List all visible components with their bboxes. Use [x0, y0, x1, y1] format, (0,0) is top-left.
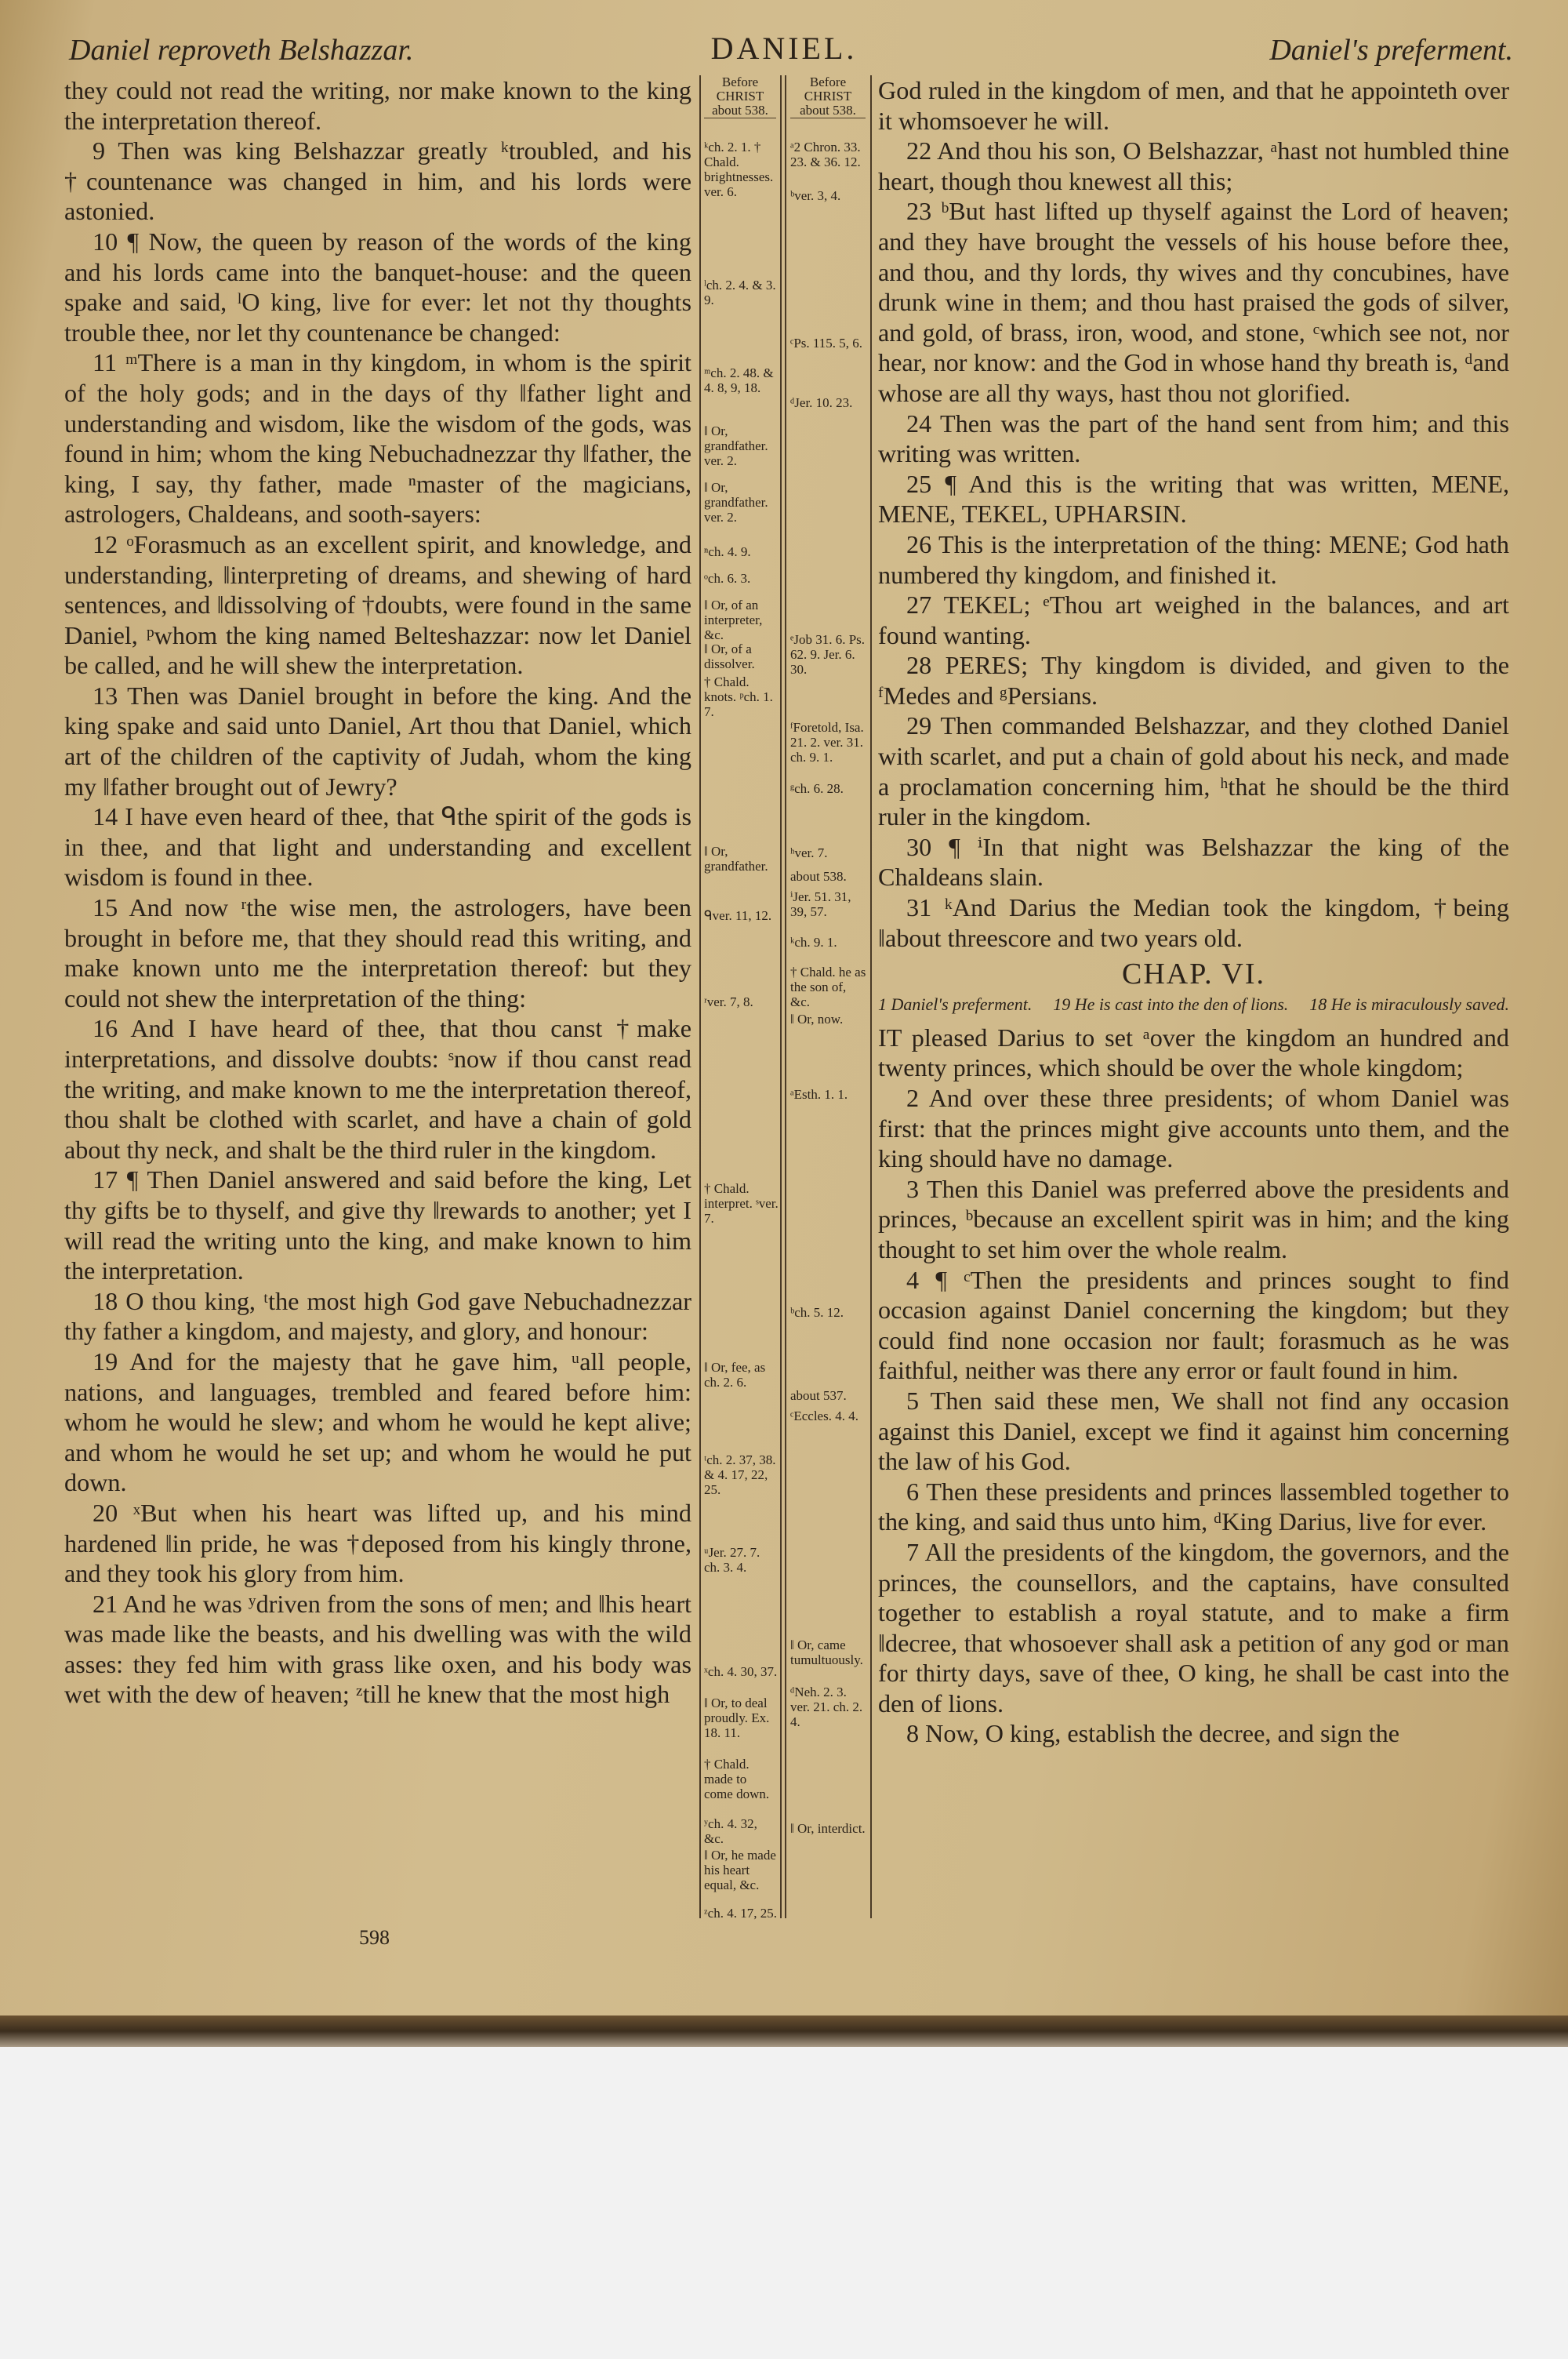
- left-column: [64, 75, 691, 1710]
- summary-item: 1 Daniel's preferment.: [878, 994, 1033, 1014]
- margin-note: ˡch. 2. 4. & 3. 9.: [704, 278, 776, 307]
- verse-continuation: God ruled in the kingdom of men, and that he appointeth over it whomsoever he will.: [878, 76, 1509, 135]
- margin-note: ᵈNeh. 2. 3. ver. 21. ch. 2. 4.: [790, 1685, 863, 1729]
- verse: 25 ¶ And this is the writing that was written, MENE, MENE, TEKEL, UPHARSIN.: [878, 469, 1509, 529]
- margin-heading-left: Before CHRIST about 538.: [704, 75, 776, 118]
- margin-note: ᵗch. 2. 37, 38. & 4. 17, 22, 25.: [704, 1452, 776, 1497]
- margin-note: ‖ Or, grandfather.: [704, 844, 768, 874]
- verse: 11 ᵐThere is a man in thy kingdom, in whom is the spirit of the holy gods; and in the days of thy ‖father light and understanding and wisdom, like the wisdom of the gods, was found in him; whom the king Nebuchadnezzar thy ‖father, the king, I say, thy father, made ⁿmaster of the magicians, astrologers, Chaldeans, and sooth-sayers:: [64, 348, 691, 529]
- margin-note: ᵃ2 Chron. 33. 23. & 36. 12.: [790, 140, 861, 169]
- rule-mid-b: [785, 75, 786, 1918]
- summary-item: 18 He is miraculously saved.: [1309, 994, 1509, 1014]
- margin-note: ᵇver. 3, 4.: [790, 188, 841, 203]
- verse: 8 Now, O king, establish the decree, and sign the: [906, 1719, 1399, 1748]
- verse: 14 I have even heard of thee, that ᑫthe spirit of the gods is in thee, and that light and understanding and excellent wisdom is found in thee.: [64, 802, 691, 892]
- verse: 23 ᵇBut hast lifted up thyself against the Lord of heaven; and they have brought the vessels of his house before thee, and thou, and thy lords, thy wives and thy concubines, have drunk wine in them; and thou hast praised the gods of silver, and gold, of brass, iron, wood, and stone, ᶜwhich see not, nor hear, nor know: and the God in whose hand thy breath is, ᵈand whose are all thy ways, hast thou not glorified.: [878, 197, 1509, 407]
- running-header-right: Daniel's preferment.: [1269, 34, 1513, 67]
- margin-heading-right: Before CHRIST about 538.: [790, 75, 866, 118]
- verse: 13 Then was Daniel brought in before the king. And the king spake and said unto Daniel, Art thou that Daniel, which art of the children of the captivity of Judah, whom the king my ‖father brought out of Jewry?: [64, 681, 691, 801]
- margin-note: ᵏch. 2. 1. † Chald. brightnesses. ver. 6.: [704, 140, 774, 199]
- margin-note: ‖ Or, fee, as ch. 2. 6.: [704, 1360, 766, 1390]
- verse: 19 And for the majesty that he gave him, ᵘall people, nations, and languages, trembled and feared before him: whom he would he slew; and whom he would he kept alive; and whom he would he set up; and whom he would he put down.: [64, 1347, 691, 1497]
- margin-note: about 537.: [790, 1388, 847, 1403]
- summary-item: 19 He is cast into the den of lions.: [1053, 994, 1289, 1014]
- verse: 20 ˣBut when his heart was lifted up, and his mind hardened ‖in pride, he was †deposed from his kingly throne, and they took his glory from him.: [64, 1498, 691, 1588]
- verse: 2 And over these three presidents; of whom Daniel was first: that the princes might give accounts unto them, and the king should have no damage.: [878, 1084, 1509, 1173]
- margin-note: † Chald. made to come down.: [704, 1757, 770, 1801]
- margin-note: ‖ Or, interdict.: [790, 1821, 866, 1836]
- margin-note: ᵘJer. 27. 7. ch. 3. 4.: [704, 1545, 760, 1575]
- margin-note: ᵃEsth. 1. 1.: [790, 1087, 848, 1102]
- page-number: 598: [359, 1926, 390, 1949]
- verse: 10 ¶ Now, the queen by reason of the words of the king and his lords came into the banquet-house: and the queen spake and said, ˡO king, live for ever: let not thy thoughts trouble thee, nor let thy countenance be changed:: [64, 227, 691, 347]
- margin-note: ⁿch. 4. 9.: [704, 544, 751, 559]
- verse-first: IT pleased Darius to set ᵃover the kingdom an hundred and twenty princes, which should be over the whole kingdom;: [878, 1023, 1509, 1082]
- verse: 22 And thou his son, O Belshazzar, ᵃhast not humbled thine heart, though thou knewest all this;: [878, 136, 1509, 195]
- verse: 16 And I have heard of thee, that thou canst †make interpretations, and dissolve doubts: ˢnow if thou canst read the writing, and make known to me the interpretation thereof, thou shalt be clothed with scarlet, and have a chain of gold about thy neck, and shalt be the third ruler in the kingdom.: [64, 1014, 691, 1164]
- verse: 9 Then was king Belshazzar greatly ᵏtroubled, and his †countenance was changed in him, and his lords were astonied.: [64, 136, 691, 226]
- running-header-left: Daniel reproveth Belshazzar.: [69, 34, 414, 67]
- margin-note: ᵉJob 31. 6. Ps. 62. 9. Jer. 6. 30.: [790, 632, 866, 677]
- verse-continuation: they could not read the writing, nor make known to the king the interpretation thereof.: [64, 76, 691, 135]
- margin-note: ‖ Or, to deal proudly. Ex. 18. 11.: [704, 1696, 770, 1740]
- margin-note: † Chald. he as the son of, &c.: [790, 965, 866, 1009]
- margin-note: ᶻch. 4. 17, 25.: [704, 1906, 777, 1921]
- verse: 12 ᵒForasmuch as an excellent spirit, and knowledge, and understanding, ‖interpreting of dreams, and shewing of hard sentences, and ‖dissolving of †doubts, were found in the same Daniel, ᵖwhom the king named Belteshazzar: now let Daniel be called, and he will shew the interpretation.: [64, 529, 691, 680]
- margin-note: ᶠForetold, Isa. 21. 2. ver. 31. ch. 9. 1.: [790, 720, 864, 765]
- verse: 28 PERES; Thy kingdom is divided, and given to the ᶠMedes and ᵍPersians.: [878, 651, 1509, 710]
- verse: 5 Then said these men, We shall not find any occasion against this Daniel, except we find it against him concerning the law of his God.: [878, 1386, 1509, 1476]
- verse: 29 Then commanded Belshazzar, and they clothed Daniel with scarlet, and put a chain of gold about his neck, and made a proclamation concerning him, ʰthat he should be the third ruler in the kingdom.: [878, 711, 1509, 831]
- margin-note: ᵈJer. 10. 23.: [790, 395, 853, 410]
- margin-note: about 538.: [790, 869, 847, 884]
- verse: 21 And he was ʸdriven from the sons of men; and ‖his heart was made like the beasts, and his dwelling was with the wild asses: they fed him with grass like oxen, and his body was wet with the dew of heaven; ᶻtill he knew that the most high: [64, 1589, 691, 1709]
- margin-note: ᑫver. 11, 12.: [704, 908, 772, 923]
- margin-note: ‖ Or, now.: [790, 1012, 844, 1027]
- rule-left: [699, 75, 701, 1918]
- margin-note: ᵒch. 6. 3.: [704, 571, 751, 586]
- verse: 24 Then was the part of the hand sent from him; and this writing was written.: [878, 409, 1509, 468]
- verse: 17 ¶ Then Daniel answered and said before the king, Let thy gifts be to thyself, and give thy ‖rewards to another; yet I will read the writing unto the king, and make known to him the interpretation.: [64, 1165, 691, 1285]
- margin-note: ᵍch. 6. 28.: [790, 781, 844, 796]
- margin-note: ‖ Or, came tumultuously.: [790, 1637, 863, 1667]
- verse: 18 O thou king, ᵗthe most high God gave Nebuchadnezzar thy father a kingdom, and majesty, and glory, and honour:: [64, 1286, 691, 1346]
- verse: 27 TEKEL; ᵉThou art weighed in the balances, and art found wanting.: [878, 591, 1509, 649]
- verse: 3 Then this Daniel was preferred above the presidents and princes, ᵇbecause an excellent spirit was in him; and the king thought to set him over the whole realm.: [878, 1174, 1509, 1263]
- rule-mid-a: [780, 75, 782, 1918]
- margin-note: ‖ Or, of a dissolver.: [704, 642, 755, 671]
- verse: 4 ¶ ᶜThen the presidents and princes sought to find occasion against Daniel concerning the kingdom; but they could find none occasion nor fault; forasmuch as he was faithful, neither was there any error or fault found in him.: [878, 1265, 1509, 1385]
- margin-note: ᵏch. 9. 1.: [790, 935, 837, 950]
- verse: 7 All the presidents of the kingdom, the governors, and the princes, the counsellors, and the captains, have consulted together to establish a royal statute, and to make a firm ‖decree, that whosoever shall ask a petition of any god or man for thirty days, save of thee, O king, he shall be cast into the den of lions.: [878, 1537, 1509, 1717]
- margin-note: ‖ Or, he made his heart equal, &c.: [704, 1848, 776, 1892]
- margin-note: ʰver. 7.: [790, 845, 828, 860]
- margin-note: ʸch. 4. 32, &c.: [704, 1816, 757, 1846]
- verse: 31 ᵏAnd Darius the Median took the kingdom, †being ‖about threescore and two years old.: [878, 893, 1509, 952]
- margin-note: ‖ Or, of an interpreter, &c.: [704, 598, 763, 642]
- margin-note: ⁱJer. 51. 31, 39, 57.: [790, 889, 851, 919]
- margin-note: ᶜEccles. 4. 4.: [790, 1408, 858, 1423]
- margin-note: ‖ Or, grandfather. ver. 2.: [704, 480, 768, 525]
- book-title: DANIEL.: [710, 31, 858, 66]
- page-edge: [0, 2016, 1568, 2047]
- margin-note: † Chald. interpret. ˢver. 7.: [704, 1181, 779, 1226]
- margin-note: ᵇch. 5. 12.: [790, 1305, 844, 1320]
- margin-note: † Chald. knots. ᵖch. 1. 7.: [704, 674, 773, 719]
- margin-note: ᶜPs. 115. 5, 6.: [790, 336, 863, 351]
- margin-note: ˣch. 4. 30, 37.: [704, 1664, 778, 1679]
- verse: 26 This is the interpretation of the thing: MENE; God hath numbered thy kingdom, and finished it.: [878, 529, 1509, 589]
- rule-right: [870, 75, 872, 1918]
- verse: 15 And now ʳthe wise men, the astrologers, have been brought in before me, that they should read this writing, and make known unto me the interpretation thereof: but they could not shew the interpretation of the thing:: [64, 893, 691, 1012]
- margin-note: ᵐch. 2. 48. & 4. 8, 9, 18.: [704, 365, 774, 395]
- margin-note: ‖ Or, grandfather. ver. 2.: [704, 423, 768, 468]
- margin-note: ʳver. 7, 8.: [704, 994, 753, 1009]
- right-column: [878, 75, 1509, 1749]
- verse: 30 ¶ ⁱIn that night was Belshazzar the king of the Chaldeans slain.: [878, 832, 1509, 892]
- chapter-heading: CHAP. VI.: [1121, 958, 1266, 991]
- verse: 6 Then these presidents and princes ‖assembled together to the king, and said thus unto him, ᵈKing Darius, live for ever.: [878, 1477, 1509, 1536]
- chapter-summary: [878, 994, 1509, 1015]
